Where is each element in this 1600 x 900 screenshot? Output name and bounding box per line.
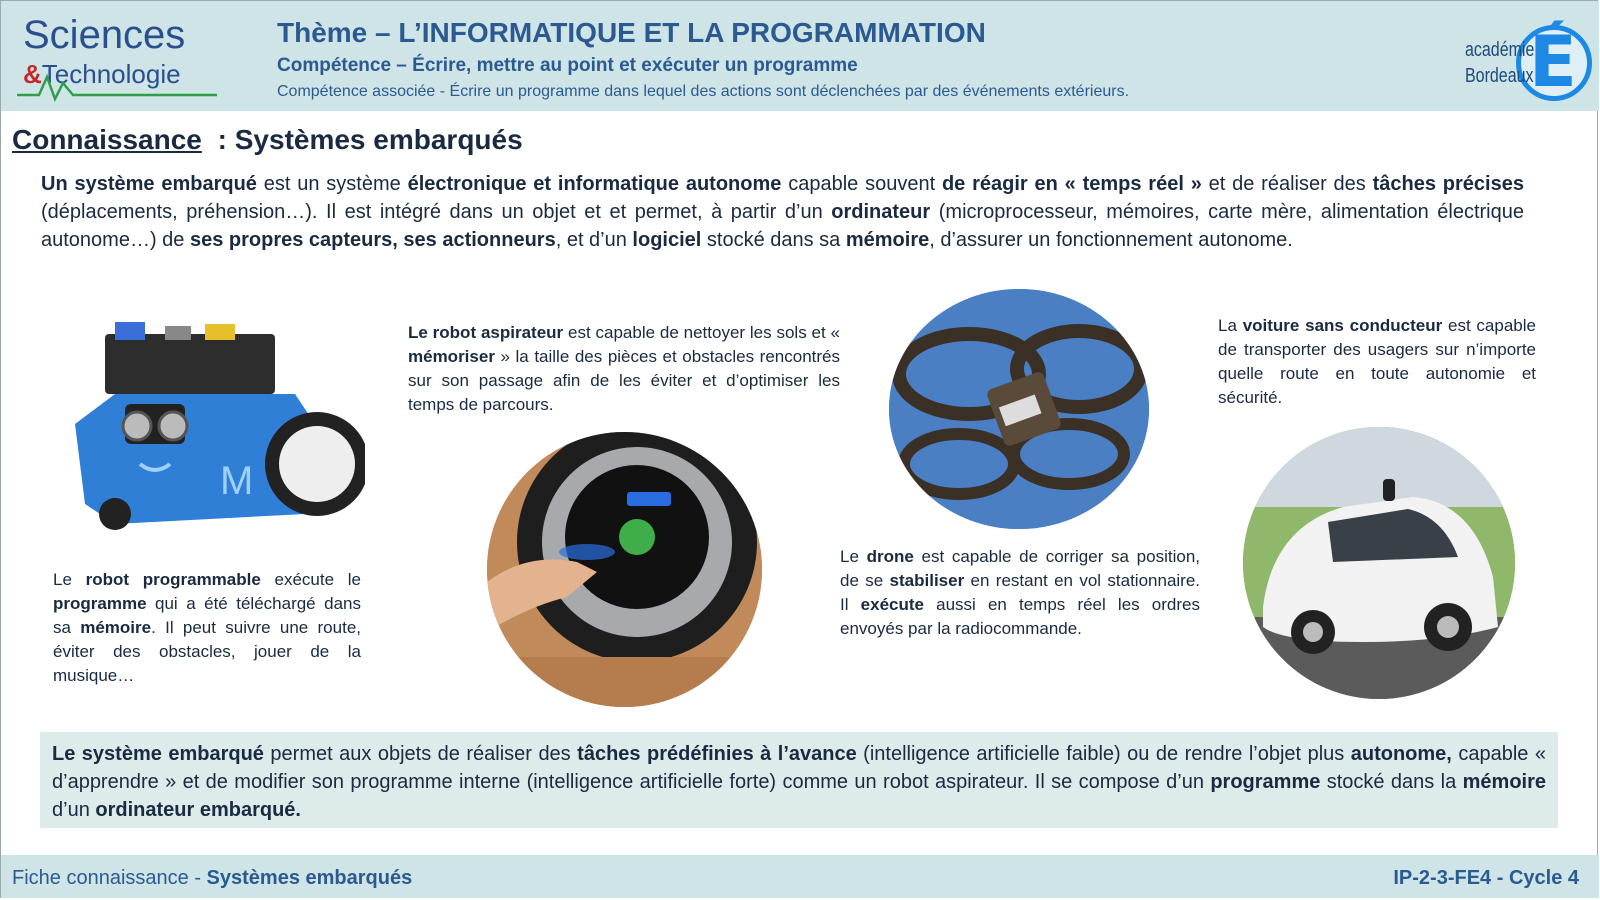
footer-subject: Systèmes embarqués [206, 867, 413, 889]
drone-description [840, 545, 1200, 641]
competence-text: Compétence – Écrire, mettre au point et exécuter un programme [277, 55, 858, 76]
sciences-technologie-logo [23, 13, 223, 98]
intro-text: est un système [256, 173, 408, 195]
conclusion-text: permet aux objets de réaliser des [263, 743, 578, 765]
intro-bold: ordinateur [831, 201, 931, 223]
vacuum-bold: mémoriser [408, 347, 495, 366]
footer-left [12, 867, 412, 890]
robot-bold: programme [53, 594, 147, 613]
heartbeat-line-icon [17, 63, 217, 103]
robot-text: exécute le [260, 570, 361, 589]
intro-text: stocké dans sa [701, 229, 846, 251]
academie-letter: É [1529, 21, 1577, 103]
intro-text: , et d’un [555, 229, 633, 251]
intro-bold: mémoire [845, 229, 930, 251]
conclusion-text: (intelligence artificielle faible) ou de rendre l’objet plus [856, 743, 1351, 765]
self-driving-car-illustration [1243, 427, 1515, 699]
footer-reference: IP-2-3-FE4 - Cycle 4 [1393, 867, 1579, 889]
robot-text: Le [53, 570, 86, 589]
footer-label: Fiche connaissance - [12, 867, 207, 889]
conclusion-box [40, 732, 1558, 828]
svg-text:M: M [220, 459, 254, 503]
intro-bold: de réagir en « temps réel » [941, 173, 1209, 195]
drone-illustration [889, 289, 1149, 529]
drone-bold: drone [866, 547, 914, 566]
conclusion-bold: mémoire [1462, 771, 1546, 793]
academie-bordeaux-logo [1461, 7, 1591, 107]
drone-bold: stabiliser [889, 571, 965, 590]
intro-bold: logiciel [632, 229, 702, 251]
logo-line1: Sciences [23, 13, 186, 57]
vacuum-text: est capable de nettoyer les sols et « [563, 323, 840, 342]
self-driving-car-image [1243, 427, 1515, 699]
vacuum-bold: Le robot aspirateur [408, 323, 564, 342]
car-bold: voiture sans conducteur [1242, 316, 1443, 335]
robot-bold: mémoire [80, 618, 152, 637]
section-title [12, 124, 523, 156]
section-subject: : Systèmes embarqués [209, 124, 523, 155]
conclusion-bold: ordinateur embarqué. [95, 799, 301, 821]
drone-text: Le [840, 547, 867, 566]
intro-text: , d’assurer un fonctionnement autonome. [929, 229, 1293, 251]
car-description [1218, 314, 1536, 410]
conclusion-bold: tâches prédéfinies à l’avance [577, 743, 857, 765]
drone-bold: exécute [860, 595, 924, 614]
robot-vacuum-image [487, 432, 762, 707]
theme-title: Thème – L’INFORMATIQUE ET LA PROGRAMMATION [277, 17, 986, 48]
intro-bold: électronique et informatique autonome [407, 173, 782, 195]
drone-image [889, 289, 1149, 529]
intro-bold: tâches précises [1372, 173, 1524, 195]
car-text: est capable de transporter des usagers sur n’importe quelle route en toute autonomie et sécurité. [1218, 316, 1536, 407]
car-text: La [1218, 316, 1243, 335]
drone-text: aussi en temps réel les ordres envoyés par la radiocommande. [840, 595, 1200, 638]
intro-bold: ses propres capteurs, ses actionneurs [189, 229, 556, 251]
vacuum-description [408, 321, 840, 417]
robot-text: qui a été téléchargé dans sa [53, 594, 361, 637]
robot-bold: robot programmable [85, 570, 261, 589]
logo-amp: & [23, 59, 42, 89]
conclusion-bold: autonome, [1350, 743, 1452, 765]
conclusion-text: stocké dans la [1320, 771, 1463, 793]
robot-text: . Il peut suivre une route, éviter des obstacles, jouer de la musique… [53, 618, 361, 685]
robot-vacuum-illustration [487, 432, 762, 707]
robot-description [53, 568, 361, 688]
conclusion-text: d’un [52, 799, 96, 821]
intro-text: capable souvent [781, 173, 942, 195]
logo-line2: Technologie [41, 59, 181, 89]
programmable-robot-image [55, 314, 365, 549]
conclusion-text: capable « d’apprendre » et de modifier son programme interne (intelligence artificielle forte) comme un robot aspirateur. Il se compose d’un [52, 743, 1546, 793]
academie-line2: Bordeaux [1465, 65, 1534, 87]
section-label: Connaissance [12, 124, 202, 155]
conclusion-bold: Le système embarqué [52, 743, 264, 765]
intro-text: (déplacements, préhension…). Il est intégré dans un objet et et permet, à partir d’un [41, 201, 832, 223]
intro-bold: Un système embarqué [41, 173, 257, 195]
header [1, 1, 1599, 111]
intro-paragraph [41, 170, 1524, 254]
academie-line1: académie [1465, 39, 1535, 61]
competence-associee-text: Compétence associée - Écrire un programme dans lequel des actions sont déclenchées par des événements extérieurs. [277, 83, 1130, 100]
drone-text: en restant en vol stationnaire. Il [840, 571, 1201, 614]
footer [1, 855, 1599, 898]
drone-text: est capable de corriger sa position, de se [840, 547, 1201, 590]
vacuum-text: » la taille des pièces et obstacles rencontrés sur son passage afin de les éviter et d’optimiser les temps de parcours. [408, 347, 840, 414]
intro-text: et de réaliser des [1208, 173, 1373, 195]
conclusion-bold: programme [1210, 771, 1321, 793]
intro-text: (microprocesseur, mémoires, carte mère, alimentation électrique autonome…) de [41, 201, 1524, 251]
